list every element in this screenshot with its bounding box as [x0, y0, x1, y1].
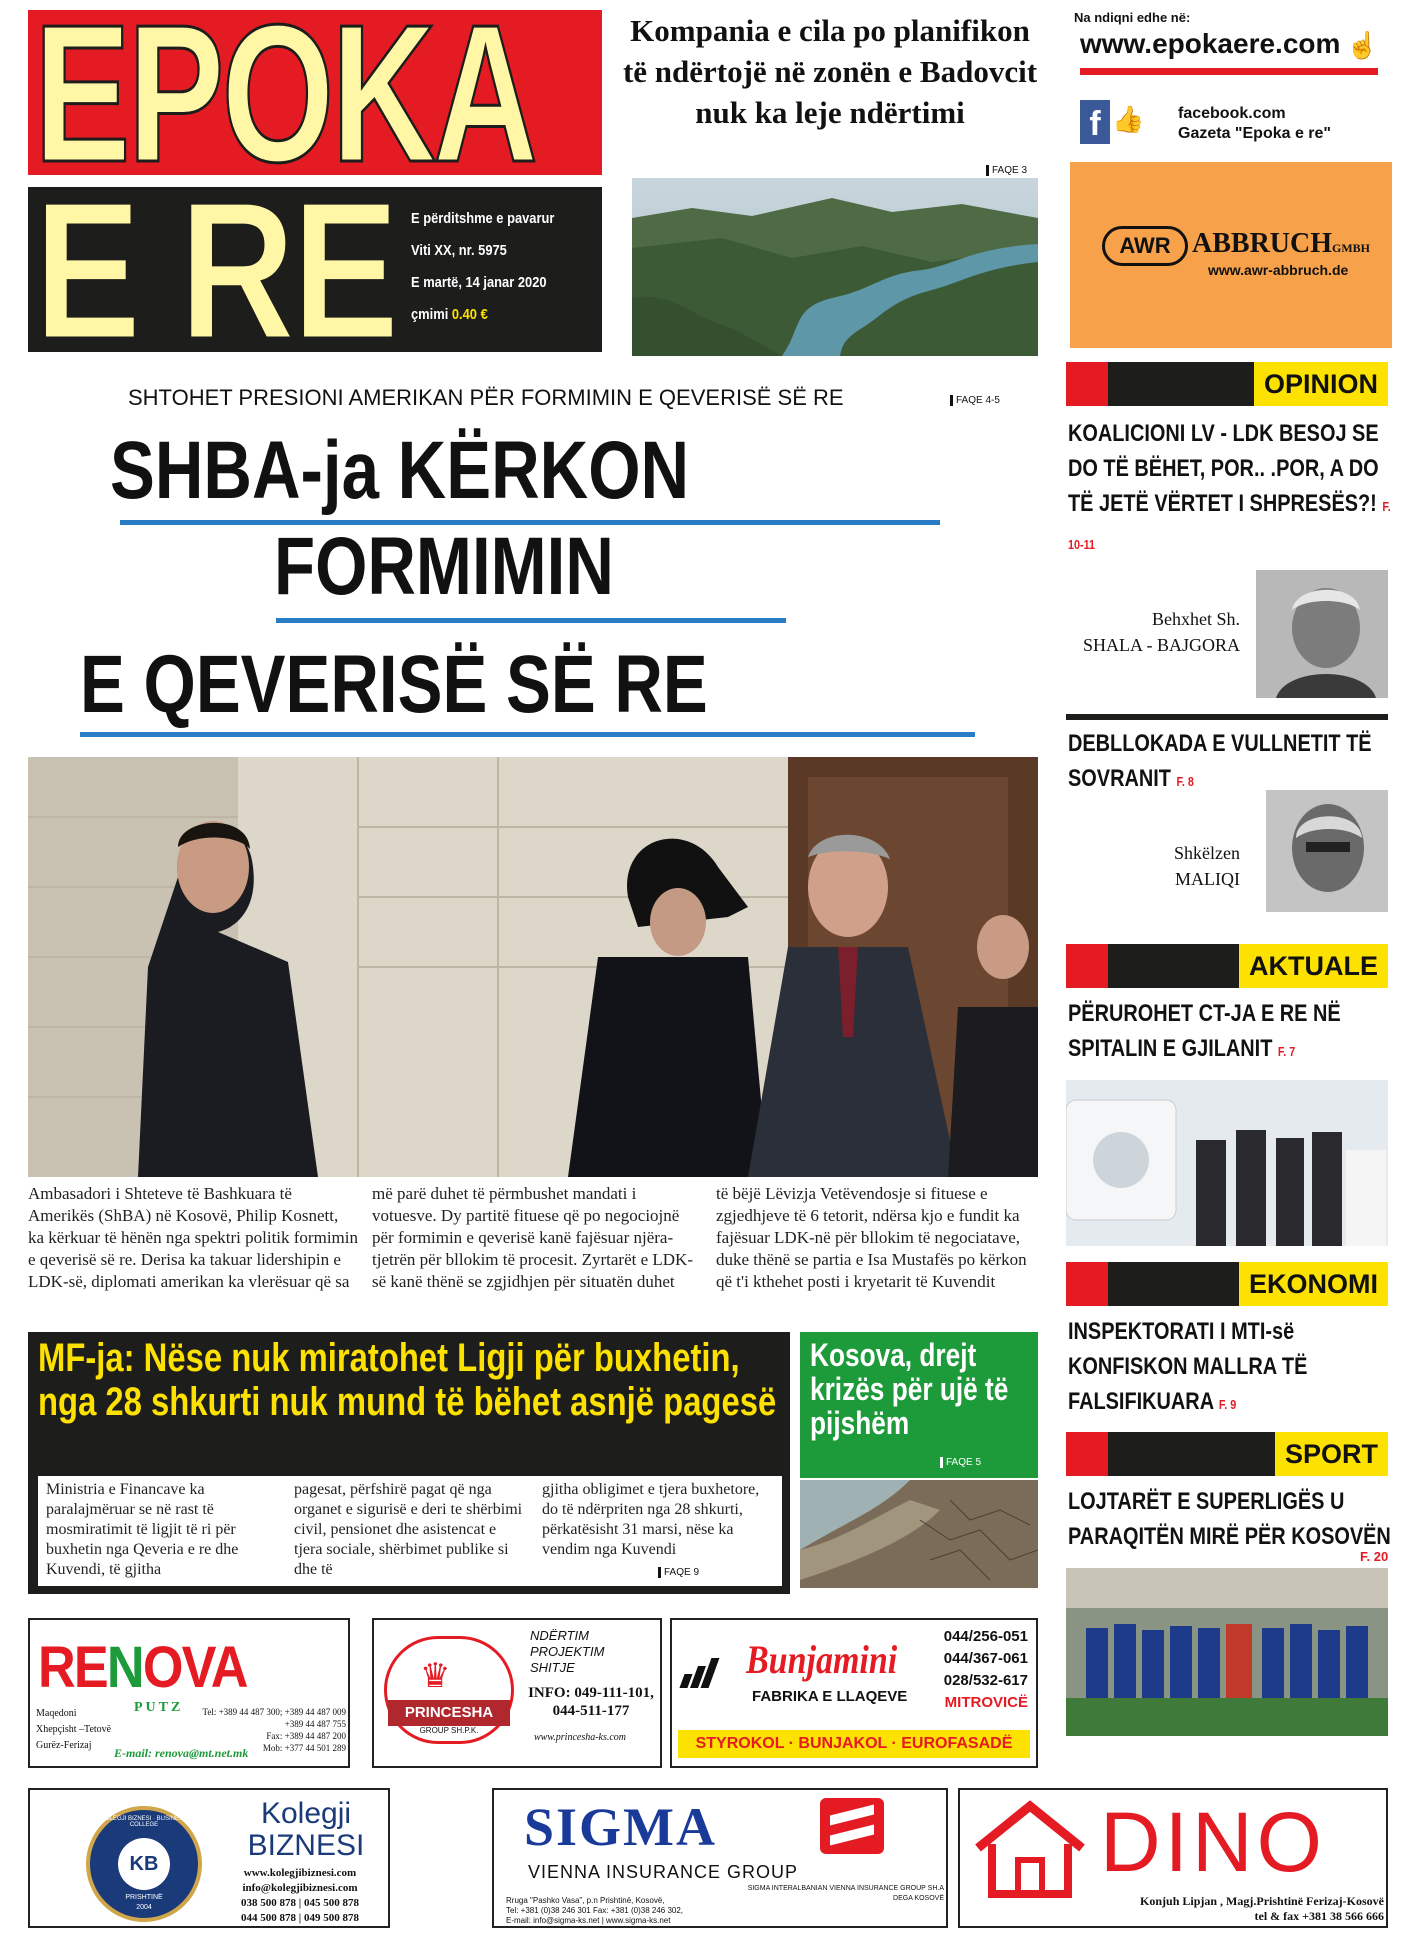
opinion-label: OPINION	[1254, 362, 1388, 406]
house-outline	[970, 1798, 1090, 1898]
princesha-services	[530, 1628, 604, 1676]
water-photo	[800, 1480, 1038, 1588]
author-1-portrait	[1256, 570, 1388, 698]
ekonomi-label: EKONOMI	[1239, 1262, 1388, 1306]
aktuale-red	[1066, 944, 1108, 988]
lead-body-col-1: Ambasadori i Shteteve të Bashkuara të Amerikës (ShBA) në Kosovë, Philip Kosnett, ka kërkuar të hënën nga spektri politik formimin e qeverisë së re. Derisa ka takuar lidershipin e LDK-së, diplomati amerikan ka vlerësuar që sa	[28, 1184, 358, 1291]
bunjamini-phone-3: 028/532-617	[943, 1672, 1028, 1689]
kolegji-title-1: Kolegji	[260, 1797, 352, 1830]
sport-ref	[1360, 1548, 1388, 1566]
princesha-service-3: SHITJE	[530, 1660, 575, 1675]
princesha-sub: GROUP SH.P.K.	[419, 1726, 479, 1735]
budget-col-3: gjitha obligimet e tjera buxhetore, do të ndërpriten nga 28 shkurti, përkatësisht 31 marsi, nëse ka vendim nga Kuvendi	[542, 1481, 760, 1558]
ekonomi-ref: F. 9	[1218, 1397, 1237, 1412]
sport-title[interactable]	[1068, 1484, 1392, 1554]
opinion-ref-1: F. 10-11	[1068, 499, 1391, 552]
lead-photo	[28, 757, 1038, 1177]
author-1-photo	[1256, 570, 1388, 698]
water-headline: Kosova, drejt krizës për ujë të pijshëm	[810, 1337, 1009, 1441]
awr-brand-text: ABBRUCH	[1192, 228, 1333, 259]
aktuale-title-text: PËRUROHET CT-JA E RE NË SPITALIN E GJILANIT	[1068, 1000, 1341, 1062]
price-label: çmimi	[411, 306, 449, 323]
top-story-ref	[986, 160, 1027, 178]
price-line	[411, 299, 554, 331]
lead-underline-2	[276, 618, 786, 623]
price: 0.40 €	[451, 306, 488, 323]
renova-loc-3: Gurëz-Ferizaj	[36, 1740, 92, 1751]
lake-photo	[632, 178, 1038, 356]
cursor-icon: ☝	[1346, 30, 1379, 60]
lead-headline-2[interactable]: FORMIMIN	[274, 521, 614, 612]
facebook-line2: Gazeta "Epoka e re"	[1178, 125, 1332, 142]
logo-text-top: EPOKA	[34, 10, 535, 175]
budget-col-2: pagesat, përfshirë pagat që nga organet e sigurisë e deri te shërbimi civil, pensionet dhe asistencat e tjera sociale, shërbimet publike si dhe të	[294, 1481, 523, 1578]
lead-body-col-3: të bëjë Lëvizja Vetëvendosje si fituese e zgjedhjeve të 6 tetorit, ndërsa kjo e fundit ka fajësuar LDK-në për bllokim të negociatave, duke thënë se partia e Isa Mustafës po kërkon që t'i kthehet posti i kryetarit të Kuvendit	[716, 1184, 1027, 1291]
issue-number: Viti XX, nr. 5975	[411, 242, 507, 259]
lead-body-col-2: më parë duhet të përmbushet mandati i votuesve. Dy partitë fituese që po negociojnë për formimin e qeverisë kanë fajësuar njëra-tjetrën për bllokim të procesit. Zyrtarët e LDK-së kanë thënë se zgjidhjen për situatën duhet	[372, 1184, 693, 1291]
opinion-title-2[interactable]	[1068, 726, 1392, 799]
sigma-s-icon	[820, 1798, 884, 1854]
renova-logo-a: RE	[38, 1635, 107, 1700]
kolegji-title-2: BIZNESI	[247, 1829, 365, 1862]
lake-image	[632, 178, 1038, 356]
bunjamini-phone-2: 044/367-061	[943, 1650, 1028, 1667]
kolegji-phone-1: 038 500 878 | 045 500 878	[241, 1897, 359, 1909]
dry-lake-image	[800, 1480, 1038, 1588]
kolegji-contacts	[220, 1866, 380, 1926]
awr-url: www.awr-abbruch.de	[1208, 262, 1349, 278]
kolegji-title	[226, 1798, 386, 1862]
section-ekonomi[interactable]	[1066, 1262, 1388, 1306]
opinion-title-1-text: KOALICIONI LV - LDK BESOJ SE DO TË BËHET, POR.. .POR, A DO TË JETË VËRTET I SHPRESËS?!	[1068, 420, 1379, 517]
sigma-addr-3: E-mail: info@sigma-ks.net | www.sigma-ks.net	[506, 1916, 671, 1925]
bunjamini-stripes-icon	[682, 1654, 722, 1688]
bunjamini-phone-1: 044/256-051	[943, 1628, 1028, 1645]
kolegji-seal	[86, 1806, 202, 1922]
logo-text-bottom: E RE	[34, 187, 397, 352]
ad-dino[interactable]	[958, 1788, 1388, 1928]
kolegji-seal-year: 2004	[136, 1904, 152, 1911]
water-box[interactable]	[800, 1332, 1038, 1478]
budget-body	[38, 1476, 782, 1586]
crown-icon: ♛	[420, 1657, 451, 1695]
ad-renova[interactable]	[28, 1618, 350, 1768]
tagline: E përditshme e pavarur	[411, 210, 555, 227]
web-underline	[1080, 68, 1378, 75]
opinion-ref-2: F. 8	[1176, 774, 1194, 789]
kolegji-seal-text: KOLEGJI BIZNESI · BUSINESS COLLEGE	[100, 1816, 188, 1828]
bunjamini-products: STYROKOL · BUNJAKOL · EUROFASADË	[678, 1730, 1030, 1758]
awr-logo: AWR	[1102, 226, 1188, 266]
author-1-last: SHALA - BAJGORA	[1082, 635, 1240, 655]
ekonomi-red	[1066, 1262, 1108, 1306]
dino-tel: tel & fax +381 38 566 666	[1254, 1909, 1384, 1923]
lead-kicker-ref	[950, 390, 1000, 408]
sigma-legal-text: SIGMA INTERALBANIAN VIENNA INSURANCE GROUP SH.A	[747, 1885, 944, 1892]
author-2-first: Shkëlzen	[1174, 843, 1240, 863]
budget-col-1: Ministria e Financave ka paralajmëruar se në rast të mosmiratimit të ligjit të ri për buxhetin nga Qeveria e re dhe Kuvendi, të gjitha	[46, 1481, 239, 1578]
author-2-photo	[1266, 790, 1388, 912]
section-opinion[interactable]	[1066, 362, 1388, 406]
budget-headline: MF-ja: Nëse nuk miratohet Ligji për buxhetin, nga 28 shkurti nuk mund të bëhet asnjë pagesë	[38, 1336, 777, 1424]
dino-logo: DINO	[1100, 1795, 1326, 1889]
renova-putz: PUTZ	[134, 1700, 184, 1715]
renova-loc-1: Maqedoni	[36, 1708, 77, 1719]
issue-info	[411, 203, 578, 331]
renova-locations	[36, 1706, 111, 1754]
section-aktuale[interactable]	[1066, 944, 1388, 988]
renova-logo-b: N	[106, 1635, 143, 1700]
top-story-text: Kompania e cila po planifikon të ndërtojë në zonën e Badovcit nuk ka leje ndërtimi	[622, 13, 1038, 130]
house-icon	[970, 1798, 1090, 1898]
lead-photo-image	[28, 757, 1038, 1177]
top-story-headline[interactable]	[620, 10, 1040, 133]
sigma-logo: SIGMA	[524, 1797, 718, 1857]
hospital-image	[1066, 1080, 1388, 1246]
bunjamini-city: MITROVICË	[944, 1694, 1028, 1711]
author-2-portrait	[1266, 790, 1388, 912]
aktuale-label: AKTUALE	[1239, 944, 1388, 988]
top-story-ref-text: FAQE 3	[986, 165, 1027, 176]
bunjamini-logo: Bunjamini	[746, 1637, 898, 1682]
opinion-author-2	[1060, 840, 1240, 892]
team-image	[1066, 1568, 1388, 1736]
logo-e-re[interactable]	[28, 187, 602, 352]
renova-logo	[38, 1634, 247, 1701]
princesha-info-2: 044-511-177	[552, 1703, 630, 1719]
budget-ref	[658, 1562, 699, 1580]
lead-headline-1[interactable]: SHBA-ja KËRKON	[110, 425, 690, 516]
lead-kicker	[128, 385, 844, 411]
thumbs-up-icon: 👍	[1112, 104, 1145, 134]
renova-email: E-mail: renova@mt.net.mk	[114, 1746, 249, 1760]
aktuale-title[interactable]	[1068, 996, 1392, 1069]
ekonomi-title-text: INSPEKTORATI I MTI-së KONFISKON MALLRA TË FALSIFIKUARA	[1068, 1318, 1308, 1415]
sport-red	[1066, 1432, 1108, 1476]
sport-photo	[1066, 1568, 1388, 1736]
opinion-title-2-text: DEBLLOKADA E VULLNETIT TË SOVRANIT	[1068, 730, 1372, 792]
bunjamini-phones	[942, 1626, 1028, 1714]
dino-address: Konjuh Lipjan , Magj.Prishtinë Ferizaj-Kosovë	[1140, 1894, 1384, 1908]
author-1-first: Behxhet Sh.	[1152, 609, 1240, 629]
dino-contacts	[1060, 1894, 1384, 1924]
facebook-info[interactable]	[1178, 104, 1331, 144]
follow-label: Na ndiqni edhe në:	[1074, 10, 1191, 25]
kolegji-url: www.kolegjibiznesi.com	[243, 1867, 357, 1879]
renova-phone-1: Tel: +389 44 487 300; +389 44 487 009	[202, 1707, 346, 1717]
issue-date: E martë, 14 janar 2020	[411, 274, 547, 291]
lead-kicker-text: SHTOHET PRESIONI AMERIKAN PËR FORMIMIN E QEVERISË SË RE	[128, 385, 844, 410]
lead-headline-3[interactable]: E QEVERISË SË RE	[80, 639, 708, 730]
budget-ref-text: FAQE 9	[658, 1567, 699, 1578]
princesha-service-2: PROJEKTIM	[530, 1644, 605, 1659]
renova-phone-3: Fax: +389 44 487 200	[266, 1731, 346, 1741]
author-2-last: MALIQI	[1175, 869, 1240, 889]
opinion-red	[1066, 362, 1108, 406]
sport-ref-text: F. 20	[1360, 1549, 1389, 1564]
bunjamini-sub: FABRIKA E LLAQEVE	[752, 1688, 908, 1705]
princesha-info-1: INFO: 049-111-101,	[528, 1685, 654, 1701]
ekonomi-title[interactable]	[1068, 1314, 1392, 1422]
kolegji-seal-letters: KB	[118, 1838, 170, 1890]
opinion-divider-1	[1066, 714, 1388, 720]
sigma-address	[506, 1896, 683, 1926]
awr-brand	[1192, 228, 1370, 260]
lead-underline-3	[80, 732, 975, 737]
renova-phone-2: +389 44 487 755	[284, 1719, 346, 1729]
logo-epoka[interactable]	[28, 10, 602, 175]
princesha-info	[524, 1684, 658, 1720]
kolegji-seal-city: PRISHTINË	[125, 1894, 163, 1901]
sigma-sub: VIENNA INSURANCE GROUP	[528, 1862, 799, 1882]
facebook-icon[interactable]: f	[1080, 100, 1110, 144]
opinion-author-1	[1060, 606, 1240, 658]
renova-loc-2: Xhepçisht –Tetovë	[36, 1724, 112, 1735]
princesha-url: www.princesha-ks.com	[534, 1732, 627, 1743]
aktuale-ref: F. 7	[1277, 1044, 1296, 1059]
opinion-title-1[interactable]	[1068, 416, 1392, 562]
princesha-name: PRINCESHA	[388, 1700, 510, 1726]
ad-princesha[interactable]	[372, 1618, 662, 1768]
sport-title-text: LOJTARËT E SUPERLIGËS U PARAQITËN MIRË PËR KOSOVËN	[1068, 1488, 1391, 1550]
kolegji-email: info@kolegjibiznesi.com	[242, 1882, 358, 1894]
water-ref-text: FAQE 5	[940, 1457, 981, 1468]
sigma-addr-2: Tel: +381 (0)38 246 301 Fax: +381 (0)38 246 302,	[506, 1906, 684, 1915]
ad-awr[interactable]	[1070, 162, 1392, 348]
renova-phone-4: Mob: +377 44 501 289	[262, 1743, 346, 1753]
ad-sigma[interactable]	[492, 1788, 948, 1928]
kolegji-phone-2: 044 500 878 | 049 500 878	[241, 1912, 359, 1924]
sigma-branch: DEGA KOSOVË	[893, 1895, 944, 1902]
water-ref	[940, 1452, 981, 1470]
sigma-legal	[734, 1884, 944, 1904]
section-sport[interactable]	[1066, 1432, 1388, 1476]
princesha-service-1: NDËRTIM	[530, 1628, 589, 1643]
lead-kicker-ref-text: FAQE 4-5	[950, 395, 1000, 406]
aktuale-photo	[1066, 1080, 1388, 1246]
facebook-line1: facebook.com	[1178, 105, 1286, 122]
renova-logo-c: OVA	[142, 1635, 247, 1700]
ad-kolegji[interactable]	[28, 1788, 390, 1928]
website-link[interactable]: www.epokaere.com	[1080, 28, 1341, 59]
sport-label: SPORT	[1275, 1432, 1388, 1476]
budget-box[interactable]	[28, 1332, 790, 1594]
awr-suffix: GMBH	[1332, 241, 1371, 255]
sigma-addr-1: Rruga "Pashko Vasa", p.n Prishtinë, Kosovë,	[506, 1896, 665, 1905]
ad-bunjamini[interactable]	[670, 1618, 1038, 1768]
